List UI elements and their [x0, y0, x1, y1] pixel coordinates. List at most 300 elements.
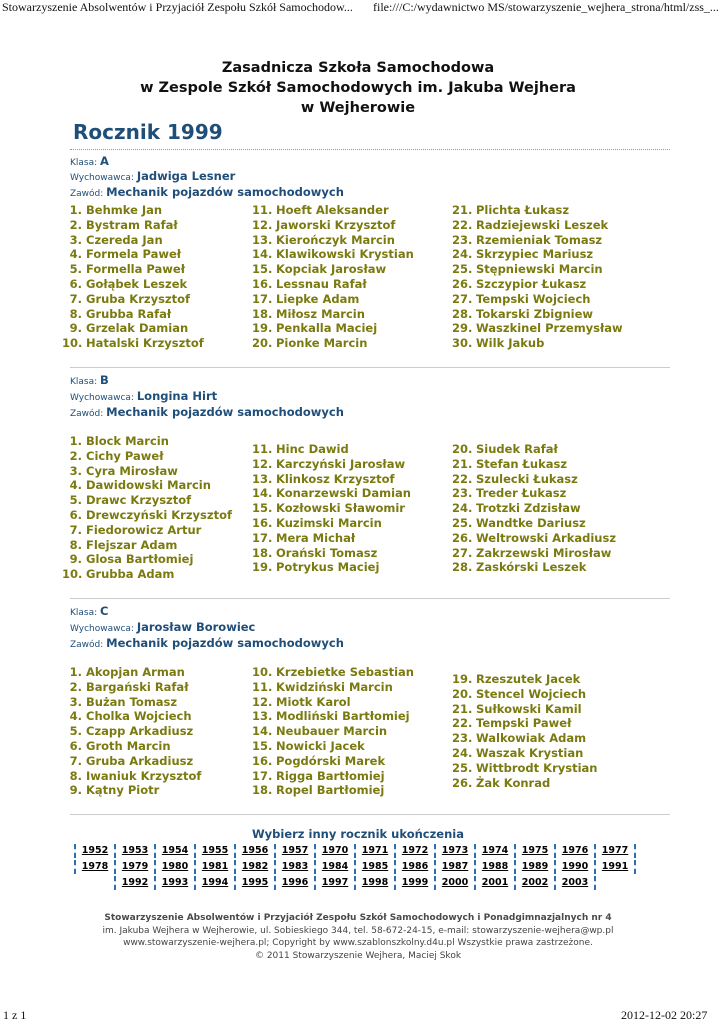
student-list-item — [62, 709, 201, 724]
year-link[interactable]: 1985 — [361, 861, 389, 872]
student-name: Dawidowski Marcin — [86, 478, 211, 493]
class-b-profession-name: Mechanik pojazdów samochodowych — [106, 405, 344, 419]
class-a-list-col3 — [452, 203, 623, 351]
student-number: 3. — [69, 232, 82, 247]
student-number: 25. — [452, 515, 473, 530]
year-link[interactable]: 1955 — [201, 845, 229, 856]
year-link[interactable]: 1997 — [321, 877, 349, 888]
student-name: Potrykus Maciej — [276, 560, 380, 575]
year-separator — [594, 844, 596, 858]
student-name: Grubba Rafał — [86, 306, 172, 321]
student-number: 10. — [252, 665, 273, 679]
year-link[interactable]: 1987 — [441, 861, 469, 872]
student-number: 13. — [252, 709, 273, 724]
student-list-item — [452, 702, 597, 717]
year-separator — [314, 876, 316, 890]
student-name: Kwidziński Marcin — [276, 679, 393, 694]
student-name: Iwaniuk Krzysztof — [86, 768, 202, 783]
other-years-title: Wybierz inny rocznik ukończenia — [251, 827, 464, 841]
year-link[interactable]: 1998 — [361, 877, 389, 888]
student-list-item — [452, 501, 616, 516]
student-name: Rzemieniak Tomasz — [476, 232, 603, 247]
year-separator — [194, 860, 196, 874]
year-separator — [434, 860, 436, 874]
print-timestamp: 2012-12-02 20:27 — [621, 1008, 708, 1022]
student-name: Tokarski Zbigniew — [476, 306, 594, 321]
year-link[interactable]: 1992 — [121, 877, 149, 888]
student-number: 23. — [452, 731, 473, 746]
student-list-item — [452, 546, 616, 561]
section-divider — [70, 814, 670, 815]
student-number: 17. — [252, 530, 273, 545]
student-name: Flejszar Adam — [86, 537, 178, 552]
year-separator — [114, 876, 116, 890]
student-name: Behmke Jan — [86, 203, 163, 217]
student-name: Miłosz Marcin — [276, 306, 365, 321]
student-name: Klinkosz Krzysztof — [276, 471, 395, 486]
student-name: Modliński Bartłomiej — [276, 709, 410, 724]
year-link[interactable]: 2001 — [481, 877, 509, 888]
school-name-line3: w Wejherowie — [300, 100, 416, 116]
student-number: 19. — [452, 672, 473, 686]
student-number: 2. — [69, 217, 82, 232]
student-list-item — [452, 716, 597, 731]
year-separator — [634, 860, 636, 874]
student-list-item — [62, 552, 232, 567]
student-name: Zakrzewski Mirosław — [476, 545, 612, 560]
student-list-item — [62, 493, 232, 508]
year-link[interactable]: 1971 — [361, 845, 389, 856]
student-list-item — [452, 560, 616, 575]
student-list-item — [62, 523, 232, 538]
year-link[interactable]: 1983 — [281, 861, 309, 872]
student-number: 17. — [252, 291, 273, 306]
student-list-item — [252, 665, 414, 680]
student-number: 12. — [252, 456, 273, 471]
student-name: Akopjan Arman — [86, 665, 185, 679]
student-name: Gruba Arkadiusz — [86, 753, 194, 768]
student-list-item — [252, 680, 414, 695]
student-number: 8. — [69, 768, 82, 783]
student-name: Siudek Rafał — [476, 442, 558, 456]
student-list-item — [452, 262, 623, 277]
student-name: Bużan Tomasz — [86, 694, 178, 709]
student-list-item — [452, 203, 623, 218]
class-a-letter: A — [100, 154, 109, 168]
student-name: Formela Paweł — [86, 247, 182, 262]
student-number: 14. — [252, 486, 273, 501]
student-list-item — [452, 442, 616, 457]
student-name: Grubba Adam — [86, 567, 175, 582]
student-list-item — [252, 709, 414, 724]
class-b-label: Klasa: B — [70, 373, 109, 387]
student-number: 3. — [69, 694, 82, 709]
class-c-profession-name: Mechanik pojazdów samochodowych — [106, 636, 344, 650]
year-separator — [554, 844, 556, 858]
year-link[interactable]: 1994 — [201, 877, 229, 888]
student-name: Mera Michał — [276, 530, 356, 545]
year-link[interactable]: 1986 — [401, 861, 429, 872]
student-list-item — [452, 277, 623, 292]
student-list-item — [62, 508, 232, 523]
class-c-list-col2 — [252, 665, 414, 798]
year-link[interactable]: 1970 — [321, 845, 349, 856]
year-link[interactable]: 1993 — [161, 877, 189, 888]
student-name: Pogdórski Marek — [276, 753, 386, 768]
class-b-list-col3 — [452, 442, 616, 575]
year-link[interactable]: 1952 — [81, 845, 109, 856]
class-c-profession: Zawód: Mechanik pojazdów samochodowych — [70, 636, 344, 650]
student-name: Formella Paweł — [86, 262, 185, 277]
student-name: Czapp Arkadiusz — [86, 724, 194, 739]
student-list-item — [252, 307, 414, 322]
student-list-item — [452, 233, 623, 248]
student-number: 13. — [252, 471, 273, 486]
year-link[interactable]: 1988 — [481, 861, 509, 872]
year-link[interactable]: 1979 — [121, 861, 149, 872]
student-name: Cholka Wojciech — [86, 709, 192, 724]
student-number: 27. — [452, 291, 473, 306]
student-name: Waszak Krystian — [476, 745, 584, 760]
student-list-item — [252, 336, 414, 351]
student-number: 16. — [252, 515, 273, 530]
year-separator — [554, 876, 556, 890]
student-name: Kuzimski Marcin — [276, 515, 382, 530]
student-name: Liepke Adam — [276, 291, 360, 306]
student-number: 8. — [69, 537, 82, 552]
year-separator — [594, 876, 596, 890]
year-link[interactable]: 1990 — [561, 861, 589, 872]
student-name: Rigga Bartłomiej — [276, 768, 385, 783]
year-separator — [474, 876, 476, 890]
class-c-letter: C — [100, 604, 109, 618]
student-list-item — [252, 218, 414, 233]
student-list-item — [62, 218, 204, 233]
student-name: Ropel Bartłomiej — [276, 783, 385, 798]
year-separator — [234, 876, 236, 890]
student-list-item — [62, 321, 204, 336]
year-link[interactable]: 1956 — [241, 845, 269, 856]
student-name: Gołąbek Leszek — [86, 276, 188, 291]
year-separator — [514, 876, 516, 890]
student-name: Kozłowski Sławomir — [276, 501, 405, 516]
student-list-item — [62, 538, 232, 553]
student-list-item — [252, 262, 414, 277]
class-a-label: Klasa: A — [70, 154, 109, 168]
student-name: Block Marcin — [86, 434, 169, 448]
student-name: Zaskórski Leszek — [476, 560, 587, 575]
student-list-item — [62, 203, 204, 218]
student-name: Stencel Wojciech — [476, 686, 587, 701]
student-name: Plichta Łukasz — [476, 203, 570, 217]
section-divider — [70, 598, 670, 599]
student-number: 19. — [252, 560, 273, 575]
student-list-item — [252, 516, 411, 531]
year-link[interactable]: 1978 — [81, 861, 109, 872]
student-number: 17. — [252, 768, 273, 783]
year-link[interactable]: 2000 — [441, 877, 469, 888]
year-link[interactable]: 1980 — [161, 861, 189, 872]
student-list-item — [252, 247, 414, 262]
student-number: 9. — [69, 783, 82, 798]
student-list-item — [62, 665, 201, 680]
year-separator — [154, 876, 156, 890]
year-separator — [74, 844, 76, 858]
student-name: Drewczyński Krzysztof — [86, 507, 232, 522]
student-number: 24. — [452, 501, 473, 516]
year-separator — [474, 844, 476, 858]
student-name: Glosa Bartłomiej — [86, 552, 194, 567]
student-name: Kierończyk Marcin — [276, 232, 395, 247]
student-list-item — [62, 292, 204, 307]
student-number: 4. — [69, 478, 82, 493]
student-list-item — [62, 336, 204, 351]
student-name: Waszkinel Przemysław — [476, 321, 623, 336]
student-number: 2. — [69, 448, 82, 463]
student-list-item — [252, 321, 414, 336]
class-b-teacher-name: Longina Hirt — [136, 389, 218, 403]
class-b-letter: B — [100, 373, 109, 387]
student-name: Wilk Jakub — [476, 336, 545, 351]
student-number: 11. — [252, 442, 273, 456]
student-list-item — [452, 531, 616, 546]
year-separator — [354, 860, 356, 874]
student-name: Czereda Jan — [86, 232, 163, 247]
year-links-row-3 — [0, 876, 724, 890]
student-number: 7. — [69, 291, 82, 306]
year-separator — [474, 860, 476, 874]
student-list-item — [252, 769, 414, 784]
student-list-item — [452, 776, 597, 791]
year-link[interactable]: 1974 — [481, 845, 509, 856]
footer-copyright: www.stowarzyszenie-wejhera.pl; Copyright by www.szablonszkolny.d4u.pl Wszystkie prawa zastrzeżone. — [123, 938, 593, 948]
student-list-item — [62, 724, 201, 739]
year-link[interactable]: 1953 — [121, 845, 149, 856]
student-name: Radziejewski Leszek — [476, 217, 609, 232]
student-list-item — [62, 769, 201, 784]
year-separator — [394, 844, 396, 858]
student-name: Lessnau Rafał — [276, 276, 367, 291]
year-separator — [274, 860, 276, 874]
student-number: 6. — [69, 276, 82, 291]
student-number: 19. — [252, 321, 273, 336]
year-link[interactable]: 1973 — [441, 845, 469, 856]
student-number: 27. — [452, 545, 473, 560]
year-separator — [314, 844, 316, 858]
student-list-item — [62, 247, 204, 262]
student-number: 1. — [69, 434, 82, 448]
class-c-list-col1 — [62, 665, 201, 798]
year-separator — [74, 860, 76, 874]
student-list-item — [452, 472, 616, 487]
year-separator — [274, 844, 276, 858]
student-number: 5. — [69, 724, 82, 739]
class-a-list-col1 — [62, 203, 204, 351]
class-a-teacher: Wychowawca: Jadwiga Lesner — [70, 169, 236, 183]
year-separator — [274, 876, 276, 890]
year-link[interactable]: 2002 — [521, 877, 549, 888]
year-separator — [634, 844, 636, 858]
student-number: 14. — [252, 724, 273, 739]
year-link[interactable]: 2003 — [561, 877, 589, 888]
year-link[interactable]: 1991 — [601, 861, 629, 872]
year-link[interactable]: 1976 — [561, 845, 589, 856]
student-name: Wittbrodt Krystian — [476, 760, 598, 775]
year-separator — [554, 860, 556, 874]
student-number: 25. — [452, 262, 473, 277]
year-link[interactable]: 1982 — [241, 861, 269, 872]
student-number: 9. — [69, 321, 82, 336]
student-number: 10. — [62, 336, 83, 351]
student-list-item — [452, 687, 597, 702]
student-name: Trotzki Zdzisław — [476, 501, 581, 516]
student-name: Szulecki Łukasz — [476, 471, 578, 486]
student-number: 21. — [452, 701, 473, 716]
student-list-item — [252, 695, 414, 710]
student-list-item — [252, 531, 411, 546]
student-name: Bargański Rafał — [86, 679, 189, 694]
year-link[interactable]: 1981 — [201, 861, 229, 872]
year-separator — [194, 876, 196, 890]
student-list-item — [452, 761, 597, 776]
year-separator — [154, 860, 156, 874]
student-name: Fiedorowicz Artur — [86, 522, 202, 537]
student-name: Stefan Łukasz — [476, 456, 568, 471]
year-link[interactable]: 1999 — [401, 877, 429, 888]
student-number: 7. — [69, 753, 82, 768]
student-number: 1. — [69, 665, 82, 679]
school-name-line1: Zasadnicza Szkoła Samochodowa — [221, 60, 495, 76]
class-a-profession-name: Mechanik pojazdów samochodowych — [106, 185, 344, 199]
student-number: 4. — [69, 247, 82, 262]
student-list-item — [62, 478, 232, 493]
student-list-item — [452, 321, 623, 336]
student-number: 26. — [452, 276, 473, 291]
student-list-item — [452, 731, 597, 746]
student-number: 20. — [252, 336, 273, 351]
student-list-item — [452, 336, 623, 351]
student-name: Drawc Krzysztof — [86, 493, 192, 508]
class-c-teacher-name: Jarosław Borowiec — [136, 620, 256, 634]
year-separator — [194, 844, 196, 858]
student-number: 20. — [452, 442, 473, 456]
year-link[interactable]: 1996 — [281, 877, 309, 888]
student-name: Miotk Karol — [276, 694, 351, 709]
student-name: Klawikowski Krystian — [276, 247, 414, 262]
year-link[interactable]: 1972 — [401, 845, 429, 856]
student-name: Stępniewski Marcin — [476, 262, 603, 277]
year-separator — [394, 860, 396, 874]
footer-address: im. Jakuba Wejhera w Wejherowie, ul. Sobieskiego 344, tel. 58-672-24-15, e-mail: stowarzyszenie-wejhera@wp.pl — [102, 925, 614, 936]
student-list-item — [252, 754, 414, 769]
student-list-item — [252, 277, 414, 292]
student-number: 21. — [452, 456, 473, 471]
school-name-line2: w Zespole Szkół Samochodowych im. Jakuba Wejhera — [140, 80, 576, 96]
student-name: Neubauer Marcin — [276, 724, 388, 739]
year-link[interactable]: 1975 — [521, 845, 549, 856]
class-a-list-col2 — [252, 203, 414, 351]
class-c-label: Klasa: C — [70, 604, 109, 618]
student-list-item — [62, 567, 232, 582]
year-link[interactable]: 1995 — [241, 877, 269, 888]
student-number: 7. — [69, 522, 82, 537]
year-separator — [434, 876, 436, 890]
student-name: Groth Marcin — [86, 738, 171, 753]
student-number: 30. — [452, 336, 473, 351]
student-list-item — [62, 739, 201, 754]
year-separator — [154, 844, 156, 858]
student-list-item — [62, 464, 232, 479]
student-number: 26. — [452, 775, 473, 790]
student-number: 21. — [452, 203, 473, 217]
student-name: Skrzypiec Mariusz — [476, 247, 594, 262]
student-number: 18. — [252, 545, 273, 560]
class-b-profession: Zawód: Mechanik pojazdów samochodowych — [70, 405, 344, 419]
student-list-item — [452, 247, 623, 262]
site-footer — [0, 912, 716, 962]
student-number: 3. — [69, 463, 82, 478]
year-separator — [354, 876, 356, 890]
print-page-count: 1 z 1 — [3, 1008, 27, 1022]
student-number: 16. — [252, 753, 273, 768]
student-list-item — [252, 472, 411, 487]
student-number: 26. — [452, 530, 473, 545]
class-b-list-col2 — [252, 442, 411, 575]
student-name: Weltrowski Arkadiusz — [476, 530, 617, 545]
student-number: 6. — [69, 738, 82, 753]
student-list-item — [252, 203, 414, 218]
student-number: 4. — [69, 709, 82, 724]
student-list-item — [62, 680, 201, 695]
section-divider — [70, 367, 670, 368]
student-number: 29. — [452, 321, 473, 336]
year-link[interactable]: 1989 — [521, 861, 549, 872]
class-b-list-col1 — [62, 434, 232, 582]
student-number: 5. — [69, 262, 82, 277]
student-list-item — [252, 546, 411, 561]
student-number: 14. — [252, 247, 273, 262]
student-list-item — [452, 292, 623, 307]
year-separator — [394, 876, 396, 890]
student-name: Hinc Dawid — [276, 442, 349, 456]
year-link[interactable]: 1954 — [161, 845, 189, 856]
student-name: Tempski Wojciech — [476, 291, 591, 306]
student-number: 2. — [69, 679, 82, 694]
student-name: Tempski Paweł — [476, 716, 572, 731]
class-c-list-col3 — [452, 672, 597, 790]
student-list-item — [62, 695, 201, 710]
year-link[interactable]: 1984 — [321, 861, 349, 872]
year-separator — [234, 844, 236, 858]
student-name: Grzelak Damian — [86, 321, 189, 336]
student-number: 6. — [69, 507, 82, 522]
student-name: Gruba Krzysztof — [86, 291, 191, 306]
student-number: 10. — [62, 567, 83, 582]
student-list-item — [252, 783, 414, 798]
student-name: Krzebietke Sebastian — [276, 665, 414, 679]
class-a-profession: Zawód: Mechanik pojazdów samochodowych — [70, 185, 344, 199]
student-name: Pionke Marcin — [276, 336, 368, 351]
student-list-item — [62, 434, 232, 449]
year-link[interactable]: 1957 — [281, 845, 309, 856]
student-number: 23. — [452, 486, 473, 501]
year-link[interactable]: 1977 — [601, 845, 629, 856]
student-list-item — [452, 672, 597, 687]
student-name: Hatalski Krzysztof — [86, 336, 204, 351]
student-name: Treder Łukasz — [476, 486, 567, 501]
student-name: Wandtke Dariusz — [476, 515, 586, 530]
student-number: 8. — [69, 306, 82, 321]
